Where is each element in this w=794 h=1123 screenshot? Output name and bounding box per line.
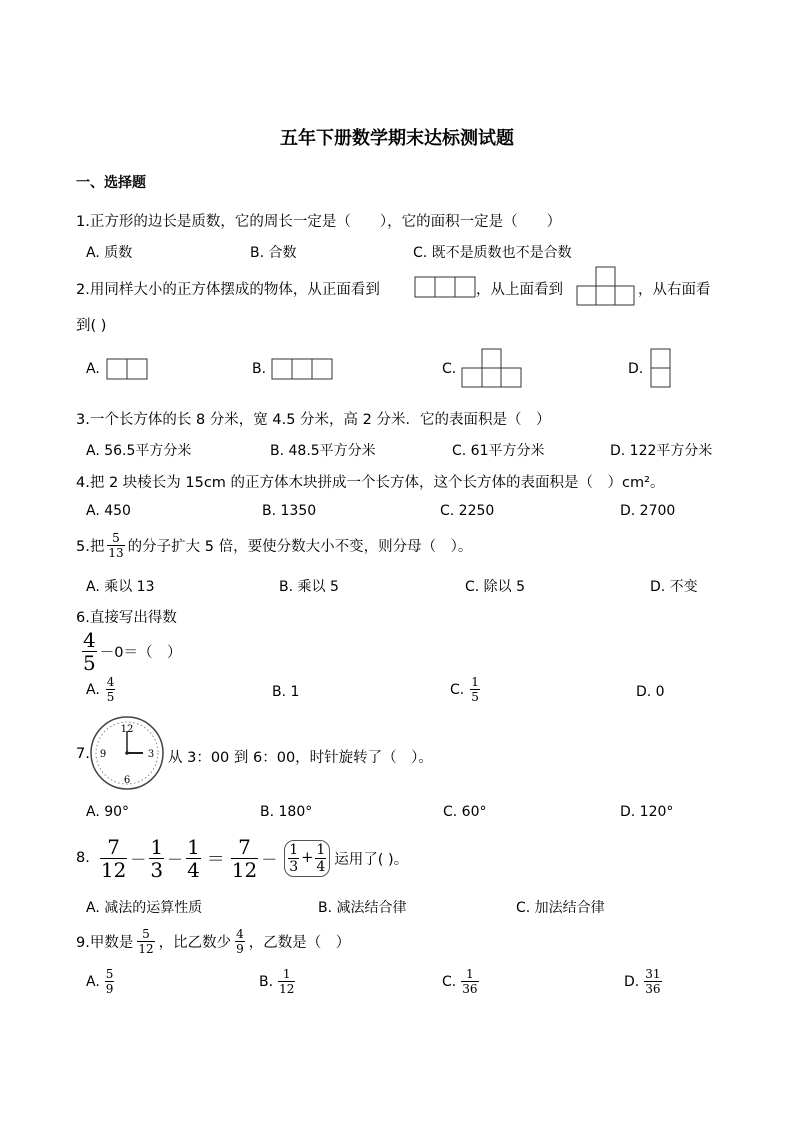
q2-text-part3: ，从右面看 xyxy=(638,282,711,298)
q1-option-c[interactable]: C. 既不是质数也不是合数 xyxy=(413,245,572,261)
q7-number: 7. xyxy=(76,746,90,762)
q8-fraction-a xyxy=(100,834,127,882)
q9-option-a-label: A. xyxy=(86,973,100,990)
q2-option-b-figure xyxy=(271,358,333,380)
q5-text-prefix: 5.把 xyxy=(76,539,105,555)
q9-fraction-b xyxy=(235,928,245,955)
q8-fraction-d-denominator: 12 xyxy=(231,857,258,882)
q9-text-part3: ，乙数是（ ） xyxy=(248,935,351,951)
q9-option-a-numerator: 5 xyxy=(105,967,114,981)
q9-option-c-denominator: 36 xyxy=(462,982,478,996)
q6-option-a-label: A. xyxy=(86,681,100,698)
q2-option-d-figure xyxy=(650,348,672,388)
q8-fraction-f-numerator: 1 xyxy=(316,841,326,858)
q2-option-a[interactable]: A. xyxy=(86,361,100,377)
q8-option-b[interactable]: B. 减法结合律 xyxy=(318,900,407,916)
question-9 xyxy=(76,928,350,955)
q9-option-b[interactable] xyxy=(259,968,295,995)
q7-option-a[interactable]: A. 90° xyxy=(86,804,130,820)
q5-text-suffix: 的分子扩大 5 倍，要使分数大小不变，则分母（ ）。 xyxy=(127,539,473,555)
q8-fraction-f-denominator: 4 xyxy=(316,858,326,875)
q4-option-b[interactable]: B. 1350 xyxy=(262,503,317,519)
q9-fraction-b-numerator: 4 xyxy=(236,927,244,941)
q8-fraction-c xyxy=(186,834,201,882)
q8-parenthesis-group xyxy=(284,840,330,877)
q9-fraction-a-denominator: 12 xyxy=(138,942,154,956)
q8-minus-1: － xyxy=(130,849,147,869)
q6-option-a[interactable] xyxy=(86,676,115,703)
q5-option-c[interactable]: C. 除以 5 xyxy=(465,579,526,595)
q8-fraction-f xyxy=(315,843,326,874)
q3-option-b[interactable]: B. 48.5平方分米 xyxy=(270,443,376,459)
q9-option-a-fraction xyxy=(105,968,115,995)
q5-fraction-numerator: 5 xyxy=(112,531,120,545)
q6-option-c-denominator: 5 xyxy=(471,690,479,704)
q6-option-b[interactable]: B. 1 xyxy=(272,684,300,700)
q2-top-view-figure xyxy=(576,266,636,306)
q5-fraction-denominator: 13 xyxy=(108,546,124,560)
q7-clock-figure xyxy=(89,715,165,791)
q4-option-a[interactable]: A. 450 xyxy=(86,503,131,519)
q6-option-c-label: C. xyxy=(450,681,465,698)
q8-minus-2: － xyxy=(167,849,184,869)
q9-option-c-numerator: 1 xyxy=(466,967,474,981)
q5-option-a[interactable]: A. 乘以 13 xyxy=(86,579,155,595)
q2-text-part4: 到( ) xyxy=(76,318,107,334)
q2-text-part1: 2.用同样大小的正方体摆成的物体，从正面看到 xyxy=(76,282,380,298)
q6-option-c-fraction xyxy=(470,676,480,703)
question-7: 从 3：00 到 6：00，时针旋转了（ ）。 xyxy=(168,750,433,766)
q7-option-c[interactable]: C. 60° xyxy=(443,804,487,820)
q2-option-d[interactable]: D. xyxy=(628,361,644,377)
question-8 xyxy=(76,836,408,880)
q8-minus-3: － xyxy=(261,849,278,869)
q3-option-d[interactable]: D. 122平方分米 xyxy=(610,443,713,459)
q2-option-c-figure xyxy=(461,348,523,388)
q8-fraction-e-numerator: 1 xyxy=(289,841,299,858)
q8-fraction-e-denominator: 3 xyxy=(289,858,299,875)
q8-fraction-e xyxy=(288,843,299,874)
q9-option-d-numerator: 31 xyxy=(645,967,661,981)
question-3: 3.一个长方体的长 8 分米，宽 4.5 分米，高 2 分米．它的表面积是（ ） xyxy=(76,412,551,428)
q4-option-d[interactable]: D. 2700 xyxy=(620,503,676,519)
q2-option-b[interactable]: B. xyxy=(252,361,267,377)
q6-fraction xyxy=(82,630,97,673)
q9-option-d-denominator: 36 xyxy=(645,982,661,996)
q6-option-d[interactable]: D. 0 xyxy=(636,684,665,700)
q9-option-b-fraction xyxy=(278,968,295,995)
question-4: 4.把 2 块棱长为 15cm 的正方体木块拼成一个长方体，这个长方体的表面积是（ ）cm²。 xyxy=(76,475,665,491)
q8-fraction-a-numerator: 7 xyxy=(107,834,120,859)
q3-option-c[interactable]: C. 61平方分米 xyxy=(452,443,545,459)
q9-option-b-label: B. xyxy=(259,973,274,990)
q6-option-a-numerator: 4 xyxy=(106,675,115,689)
q9-option-c-fraction xyxy=(461,968,478,995)
q8-plus: + xyxy=(301,850,314,866)
q2-text-part2: ，从上面看到 xyxy=(476,282,563,298)
clock-label-6: 6 xyxy=(123,775,131,786)
q8-fraction-d-numerator: 7 xyxy=(238,834,251,859)
q6-expression-text: －0＝（ ） xyxy=(99,645,182,661)
q9-fraction-a xyxy=(137,928,154,955)
q9-option-a[interactable] xyxy=(86,968,114,995)
q9-option-c-label: C. xyxy=(442,973,457,990)
q8-number: 8. xyxy=(76,850,90,866)
q9-option-d[interactable] xyxy=(624,968,662,995)
q3-option-a[interactable]: A. 56.5平方分米 xyxy=(86,443,192,459)
question-1: 1.正方形的边长是质数，它的周长一定是（ ），它的面积一定是（ ） xyxy=(76,214,562,230)
q2-option-c[interactable]: C. xyxy=(442,361,457,377)
q8-option-c[interactable]: C. 加法结合律 xyxy=(516,900,605,916)
q5-option-b[interactable]: B. 乘以 5 xyxy=(279,579,339,595)
q9-fraction-b-denominator: 9 xyxy=(236,942,244,956)
q8-fraction-a-denominator: 12 xyxy=(100,857,127,882)
q8-fraction-b-denominator: 3 xyxy=(150,857,164,882)
q7-option-d[interactable]: D. 120° xyxy=(620,804,674,820)
q8-option-a[interactable]: A. 减法的运算性质 xyxy=(86,900,203,916)
q7-option-b[interactable]: B. 180° xyxy=(260,804,313,820)
q9-text-part1: 9.甲数是 xyxy=(76,935,134,951)
clock-label-9: 9 xyxy=(99,749,107,760)
clock-label-3: 3 xyxy=(147,749,155,760)
q1-option-b[interactable]: B. 合数 xyxy=(250,245,297,261)
q5-option-d[interactable]: D. 不变 xyxy=(650,579,698,595)
q9-text-part2: ，比乙数少 xyxy=(158,935,232,951)
q2-front-view-figure xyxy=(414,276,476,298)
q8-fraction-c-denominator: 4 xyxy=(187,857,200,882)
q9-option-b-numerator: 1 xyxy=(282,967,291,981)
clock-label-12: 12 xyxy=(120,724,134,735)
q6-expression xyxy=(82,630,181,673)
q6-option-a-denominator: 5 xyxy=(106,690,115,704)
section-heading: 一、选择题 xyxy=(76,175,146,191)
q6-option-c[interactable] xyxy=(450,676,480,703)
question-5 xyxy=(76,532,472,559)
q8-fraction-c-numerator: 1 xyxy=(187,834,200,859)
q6-option-a-fraction xyxy=(106,676,116,703)
q9-option-b-denominator: 12 xyxy=(279,982,295,996)
q8-fraction-d xyxy=(231,834,258,882)
q9-option-d-fraction xyxy=(644,968,661,995)
q5-fraction xyxy=(107,532,124,559)
q8-fraction-b xyxy=(149,834,164,882)
q9-fraction-a-numerator: 5 xyxy=(142,927,150,941)
q9-option-d-label: D. xyxy=(624,973,640,990)
q9-option-c[interactable] xyxy=(442,968,479,995)
page-title: 五年下册数学期末达标测试题 xyxy=(280,128,514,149)
q9-option-a-denominator: 9 xyxy=(105,982,114,996)
q6-fraction-numerator: 4 xyxy=(83,628,96,652)
q2-option-a-figure xyxy=(106,358,148,380)
q8-text-suffix: 运用了( )。 xyxy=(334,851,409,868)
q6-option-c-numerator: 1 xyxy=(471,675,479,689)
q8-fraction-b-numerator: 1 xyxy=(150,834,164,859)
q8-equals: ＝ xyxy=(206,849,225,870)
q6-fraction-denominator: 5 xyxy=(83,651,96,675)
q1-option-a[interactable]: A. 质数 xyxy=(86,245,133,261)
q4-option-c[interactable]: C. 2250 xyxy=(440,503,495,519)
question-6: 6.直接写出得数 xyxy=(76,610,177,626)
